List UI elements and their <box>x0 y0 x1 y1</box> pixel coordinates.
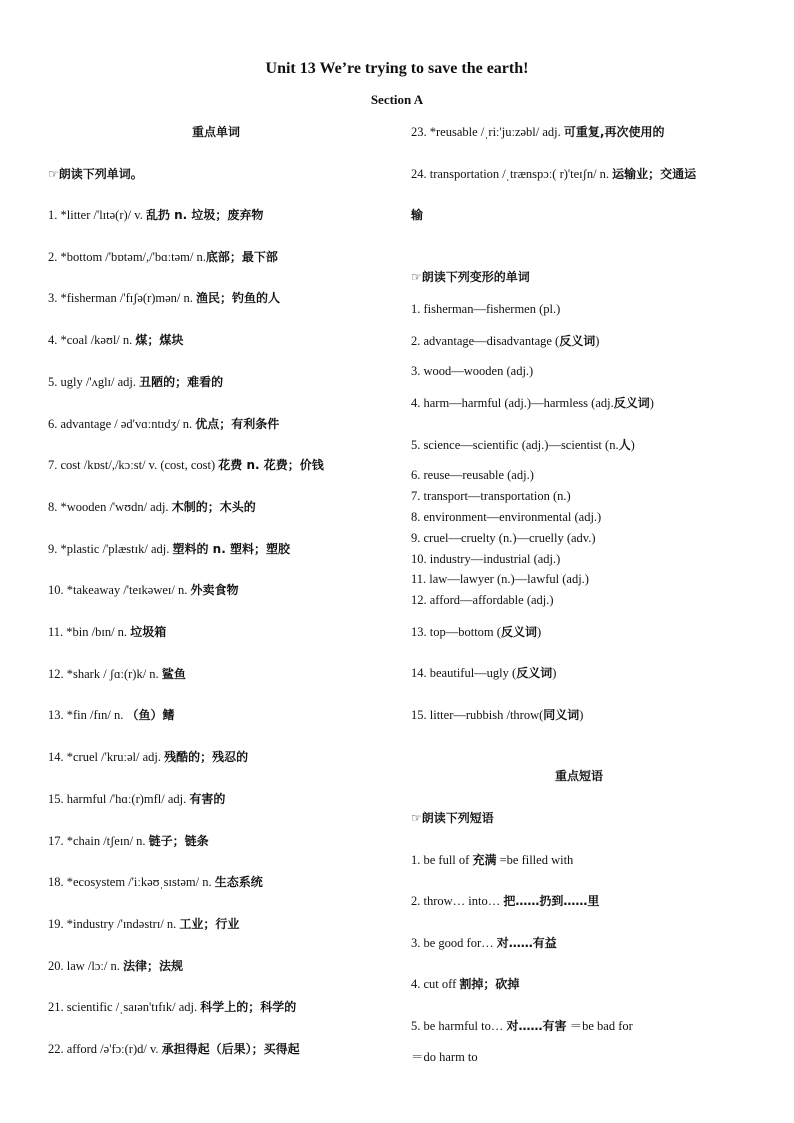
form-english: 10. industry—industrial (adj.) <box>411 552 561 566</box>
word-entry <box>48 332 183 348</box>
word-chinese: 花费 n. 花费；价钱 <box>218 458 324 473</box>
word-form-entry <box>411 624 541 640</box>
word-entry <box>48 624 166 640</box>
phrase-entry <box>411 852 573 868</box>
word-chinese: 木制的；木头的 <box>171 499 256 514</box>
word-chinese: 承担得起（后果）；买得起 <box>161 1042 300 1056</box>
word-english: 2. *bottom /'bɒtəm/,/'bɑːtəm/ n. <box>48 249 206 264</box>
form-chinese: 反义词 <box>516 666 553 680</box>
word-entry <box>48 749 248 765</box>
phrase-entry <box>411 976 519 992</box>
word-chinese: 输 <box>411 208 424 222</box>
phrase-english: 4. cut off <box>411 977 460 991</box>
phrase-subheading <box>411 810 494 826</box>
word-entry <box>48 416 279 432</box>
form-english: 2. advantage—disadvantage ( <box>411 334 560 348</box>
word-english: 18. *ecosystem /'iːkəʊˌsɪstəm/ n. <box>48 875 215 890</box>
word-english: 22. afford /ə'fɔː(r)d/ v. <box>48 1042 162 1056</box>
form-english: 9. cruel—cruelty (n.)—cruelly (adv.) <box>411 531 596 545</box>
phrase-chinese: 把……扔到……里 <box>503 894 600 908</box>
word-english: 21. scientific /ˌsaɪən'tɪfɪk/ adj. <box>48 1000 201 1015</box>
word-english: 17. *chain /tʃeɪn/ n. <box>48 833 149 848</box>
form-chinese: 反义词 <box>500 625 537 639</box>
form-english: 1. fisherman—fishermen (pl.) <box>411 302 561 316</box>
word-entry <box>48 666 186 682</box>
phrase-chinese: 对……有害 <box>506 1019 567 1033</box>
form-tail: ) <box>536 625 542 639</box>
form-english: 13. top—bottom ( <box>411 625 501 639</box>
heading-text: 重点单词 <box>191 125 240 139</box>
form-chinese: 人 <box>618 438 631 452</box>
phrase-english: 1. be full of <box>411 853 473 867</box>
form-chinese: 同义词 <box>543 708 580 722</box>
word-form-entry <box>411 467 534 483</box>
word-entry <box>48 874 263 890</box>
word-entry <box>48 916 239 932</box>
word-chinese: 塑料的 n. 塑料；塑胶 <box>172 541 290 556</box>
form-tail: ) <box>595 334 600 348</box>
word-form-entry <box>411 707 583 723</box>
phrase-entry <box>411 893 599 909</box>
word-entry <box>48 499 256 515</box>
word-chinese: 垃圾箱 <box>130 625 167 639</box>
form-english: 14. beautiful—ugly ( <box>411 666 517 680</box>
form-english: 11. law—lawyer (n.)—lawful (adj.) <box>411 572 589 586</box>
phrase-entry <box>411 1049 478 1065</box>
form-english: 3. wood—wooden (adj.) <box>411 364 534 378</box>
subheading-text: ☞朗读下列单词。 <box>48 167 143 181</box>
phrase-tail: ＝be bad for <box>566 1019 633 1033</box>
word-form-entry <box>411 437 635 453</box>
phrase-english: 3. be good for… <box>411 936 497 950</box>
word-form-entry <box>411 488 571 504</box>
word-entry <box>411 124 664 140</box>
form-english: 5. science—scientific (adj.)—scientist (n. <box>411 438 619 452</box>
section-label: Section A <box>370 92 424 107</box>
word-entry <box>48 457 324 473</box>
word-english: 24. transportation /ˌtrænspɔː( r)'teɪʃn/ n. <box>411 167 613 181</box>
word-chinese: 渔民；钓鱼的人 <box>196 291 281 306</box>
word-chinese: 链子；链条 <box>148 833 209 848</box>
word-chinese: 科学上的；科学的 <box>200 1000 297 1015</box>
phrase-english: 5. be harmful to… <box>411 1019 507 1033</box>
word-english: 23. *reusable /ˌriː'juːzəbl/ adj. <box>411 125 564 139</box>
word-form-entry <box>411 665 556 681</box>
document-title: Unit 13 We’re trying to save the earth! <box>265 60 529 77</box>
form-tail: ) <box>630 438 635 452</box>
phrase-english: 2. throw… into… <box>411 894 504 908</box>
word-english: 10. *takeaway /'teɪkəweɪ/ n. <box>48 583 191 598</box>
word-form-entry <box>411 530 596 546</box>
word-english: 4. *coal /kəʊl/ n. <box>48 333 136 348</box>
word-english: 13. *fin /fɪn/ n. <box>48 708 127 723</box>
word-english: 3. *fisherman /'fɪʃə(r)mən/ n. <box>48 291 197 306</box>
word-entry <box>48 791 225 807</box>
form-english: 6. reuse—reusable (adj.) <box>411 468 534 482</box>
word-entry <box>48 1041 300 1057</box>
word-entry <box>48 958 183 974</box>
word-chinese: 底部；最下部 <box>205 249 278 264</box>
word-entry <box>48 999 296 1015</box>
word-english: 5. ugly /'ʌglɪ/ adj. <box>48 374 140 389</box>
word-chinese: 可重复,再次使用的 <box>563 125 665 139</box>
word-chinese: 丑陋的；难看的 <box>139 374 224 389</box>
form-tail: ) <box>579 708 584 722</box>
word-english: 8. *wooden /'wʊdn/ adj. <box>48 499 172 514</box>
word-form-entry <box>411 571 589 587</box>
word-chinese: 生态系统 <box>214 875 263 890</box>
phrase-entry <box>411 935 557 951</box>
phrase-chinese: 对……有益 <box>496 936 557 950</box>
forms-subheading <box>411 269 530 285</box>
form-tail: ) <box>649 396 654 410</box>
word-entry-continued <box>411 207 423 223</box>
word-entry <box>48 374 223 390</box>
word-chinese: 残酷的；残忍的 <box>164 750 249 765</box>
word-english: 6. advantage / əd'vɑːntɪdʒ/ n. <box>48 416 196 431</box>
word-entry <box>48 249 278 265</box>
word-english: 14. *cruel /'kruːəl/ adj. <box>48 750 165 765</box>
word-english: 20. law /lɔː/ n. <box>48 958 123 973</box>
form-english: 12. afford—affordable (adj.) <box>411 593 554 607</box>
word-entry <box>48 290 280 306</box>
phrase-chinese: 割掉；砍掉 <box>459 977 520 991</box>
word-chinese: 鲨鱼 <box>161 666 186 681</box>
word-entry <box>48 207 263 223</box>
word-english: 9. *plastic /'plæstɪk/ adj. <box>48 541 173 556</box>
word-chinese: 煤；煤块 <box>135 333 184 348</box>
subheading-text: ☞朗读下列短语 <box>411 811 494 825</box>
word-chinese: （鱼）鳍 <box>126 708 175 723</box>
word-form-entry <box>411 301 560 317</box>
phrase-chinese: 充满 <box>472 853 497 867</box>
left-heading <box>48 124 384 140</box>
word-entry <box>48 833 209 849</box>
phrase-tail: =be filled with <box>496 853 574 867</box>
form-english: 15. litter—rubbish /throw( <box>411 708 544 722</box>
word-form-entry <box>411 395 654 411</box>
word-chinese: 运输业；交通运 <box>612 167 697 181</box>
form-tail: ) <box>552 666 557 680</box>
form-chinese: 反义词 <box>613 396 650 410</box>
word-chinese: 外卖食物 <box>190 583 239 598</box>
phrase-entry <box>411 1018 633 1034</box>
word-entry <box>48 541 290 557</box>
form-english: 8. environment—environmental (adj.) <box>411 510 602 524</box>
phrase-english: ＝do harm to <box>411 1050 478 1064</box>
phrase-heading <box>411 768 747 784</box>
word-form-entry <box>411 592 554 608</box>
word-chinese: 有害的 <box>189 791 226 806</box>
word-english: 19. *industry /'ɪndəstrɪ/ n. <box>48 916 180 931</box>
word-chinese: 法律；法规 <box>123 958 184 973</box>
left-subheading <box>48 166 143 182</box>
word-english: 1. *litter /'lɪtə(r)/ v. <box>48 208 146 222</box>
word-english: 12. *shark / ʃɑː(r)k/ n. <box>48 666 162 681</box>
subheading-text: ☞朗读下列变形的单词 <box>411 270 530 284</box>
word-english: 15. harmful /'hɑː(r)mfl/ adj. <box>48 791 190 806</box>
word-chinese: 优点；有利条件 <box>195 416 280 431</box>
word-form-entry <box>411 509 601 525</box>
heading-text: 重点短语 <box>554 769 603 783</box>
word-english: 11. *bin /bɪn/ n. <box>48 625 131 639</box>
word-chinese: 工业；行业 <box>179 916 240 931</box>
word-entry <box>48 707 174 723</box>
word-form-entry <box>411 333 599 349</box>
word-form-entry <box>411 551 560 567</box>
form-chinese: 反义词 <box>559 334 596 348</box>
form-english: 4. harm—harmful (adj.)—harmless (adj. <box>411 396 614 410</box>
word-english: 7. cost /kɒst/,/kɔːst/ v. (cost, cost) <box>48 458 219 473</box>
form-english: 7. transport—transportation (n.) <box>411 489 571 503</box>
word-chinese: 乱扔 n. 垃圾；废弃物 <box>145 208 264 222</box>
word-form-entry <box>411 363 533 379</box>
word-entry <box>48 582 239 598</box>
word-entry <box>411 166 696 182</box>
